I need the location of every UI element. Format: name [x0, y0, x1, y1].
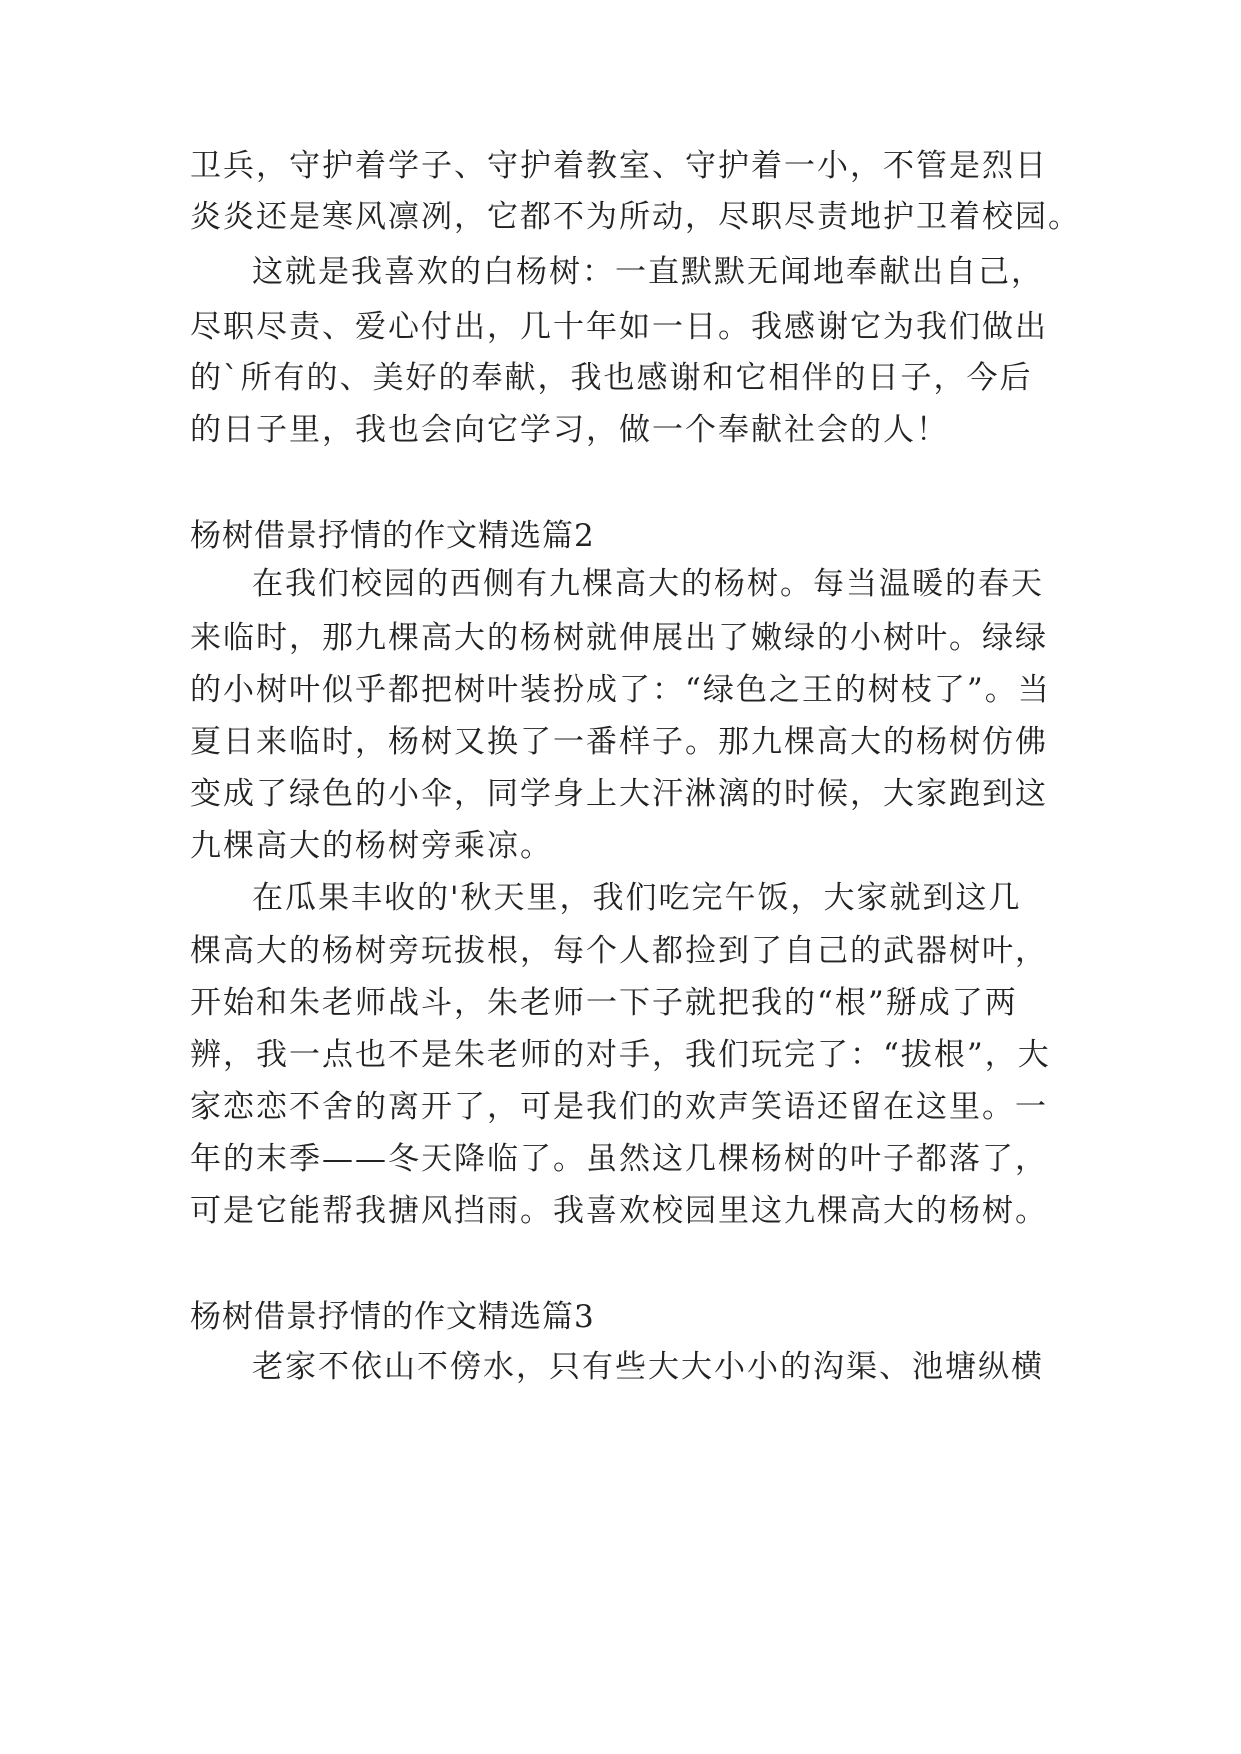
paragraph-line: 在我们校园的西侧有九棵高大的杨树。每当温暖的春天 — [252, 566, 1044, 602]
paragraph-line: 变成了绿色的小伞，同学身上大汗淋漓的时候，大家跑到这 — [190, 776, 1048, 812]
paragraph-line: 卫兵，守护着学子、守护着教室、守护着一小，不管是烈日 — [190, 148, 1048, 184]
paragraph-line: 的日子里，我也会向它学习，做一个奉献社会的人！ — [190, 412, 949, 448]
paragraph-line: 棵高大的杨树旁玩拔根，每个人都捡到了自己的武器树叶， — [190, 933, 1048, 969]
paragraph-line: 家恋恋不舍的离开了，可是我们的欢声笑语还留在这里。一 — [190, 1089, 1048, 1125]
paragraph-line: 九棵高大的杨树旁乘凉。 — [190, 828, 553, 864]
paragraph-line: 来临时，那九棵高大的杨树就伸展出了嫩绿的小树叶。绿绿 — [190, 620, 1048, 656]
paragraph-line: 的小树叶似乎都把树叶装扮成了：“绿色之王的树枝了”。当 — [190, 672, 1051, 708]
paragraph-line: 辨，我一点也不是朱老师的对手，我们玩完了：“拔根”，大 — [190, 1037, 1051, 1073]
paragraph-line: 可是它能帮我搪风挡雨。我喜欢校园里这九棵高大的杨树。 — [190, 1193, 1048, 1229]
paragraph-line: 尽职尽责、爱心付出，几十年如一日。我感谢它为我们做出 — [190, 309, 1048, 345]
paragraph-line: 老家不依山不傍水，只有些大大小小的沟渠、池塘纵横 — [252, 1349, 1044, 1385]
paragraph-line: 年的末季——冬天降临了。虽然这几棵杨树的叶子都落了， — [190, 1141, 1048, 1177]
paragraph-line: 在瓜果丰收的'秋天里，我们吃完午饭，大家就到这几 — [252, 880, 1022, 916]
paragraph-line: 炎炎还是寒风凛冽，它都不为所动，尽职尽责地护卫着校园。 — [190, 199, 1081, 235]
paragraph-line: 夏日来临时，杨树又换了一番样子。那九棵高大的杨树仿佛 — [190, 724, 1048, 760]
paragraph-line: 的`所有的、美好的奉献，我也感谢和它相伴的日子，今后 — [190, 360, 1033, 396]
section-heading: 杨树借景抒情的作文精选篇3 — [190, 1299, 595, 1335]
section-heading: 杨树借景抒情的作文精选篇2 — [190, 518, 595, 554]
paragraph-line: 这就是我喜欢的白杨树：一直默默无闻地奉献出自己， — [252, 254, 1044, 290]
paragraph-line: 开始和朱老师战斗，朱老师一下子就把我的“根”掰成了两 — [190, 985, 1018, 1021]
